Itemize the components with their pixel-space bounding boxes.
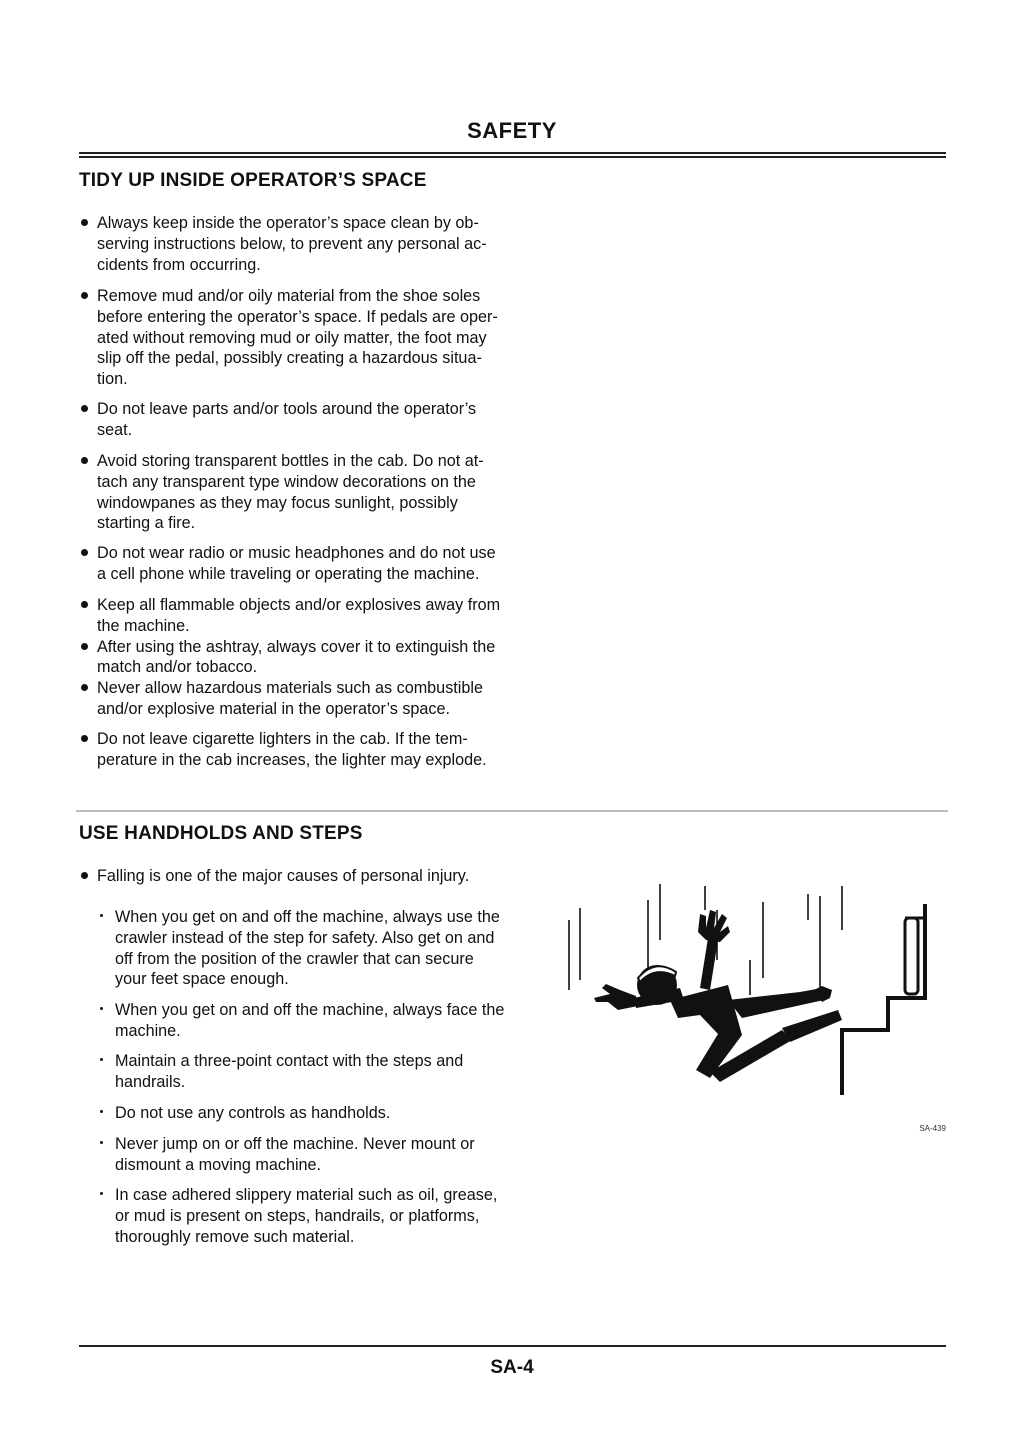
bullet-icon <box>81 872 88 879</box>
page-header-title: SAFETY <box>467 118 557 143</box>
line: handrails. <box>115 1072 186 1091</box>
bullet-icon <box>81 684 88 691</box>
bullet-icon <box>81 405 88 412</box>
handholds-sub-list <box>97 1185 537 1247</box>
sub-bullet-icon <box>100 1141 103 1144</box>
line: off from the position of the crawler that can secure <box>115 949 474 968</box>
handholds-sub-list <box>97 1134 537 1176</box>
line: your feet space enough. <box>115 970 289 989</box>
line: Do not leave cigarette lighters in the cab. If the tem- <box>97 730 468 748</box>
line: ated without removing mud or oily matter, the foot may <box>97 328 487 347</box>
line: When you get on and off the machine, always face the <box>115 1001 505 1019</box>
section-title-handholds: USE HANDHOLDS AND STEPS <box>79 823 363 844</box>
sub-bullet-icon <box>100 914 103 917</box>
page-number: SA-4 <box>490 1357 534 1378</box>
bullet-icon <box>81 219 88 226</box>
list-item <box>79 286 539 390</box>
line: windowpanes as they may focus sunlight, possibly <box>97 493 458 512</box>
sub-bullet-icon <box>100 1192 103 1195</box>
line: perature in the cab increases, the lighter may explode. <box>97 750 487 769</box>
tidy-up-bullet-list <box>79 543 539 585</box>
list-item <box>79 678 539 720</box>
line: Remove mud and/or oily material from the shoe soles <box>97 287 481 305</box>
bullet-icon <box>81 601 88 608</box>
list-item <box>79 595 539 637</box>
list-item <box>79 213 487 275</box>
figure-label: SA-439 <box>919 1124 946 1133</box>
list-item <box>79 637 539 679</box>
line: cidents from occurring. <box>97 255 261 274</box>
tidy-up-bullet-list <box>79 595 539 720</box>
tidy-up-bullet-list <box>79 399 539 441</box>
line: Keep all flammable objects and/or explosives away from <box>97 596 501 614</box>
steps-icon <box>842 904 925 1095</box>
tidy-up-bullet-list <box>79 729 539 771</box>
header-rule-top <box>79 152 946 154</box>
handholds-sub-list <box>97 1051 537 1093</box>
list-item <box>97 907 537 990</box>
bullet-icon <box>81 549 88 556</box>
line: or mud is present on steps, handrails, or platforms, <box>115 1206 480 1225</box>
list-item <box>97 1134 537 1176</box>
list-item <box>79 451 539 534</box>
line: Never allow hazardous materials such as combustible <box>97 679 483 698</box>
handholds-bullet-list <box>79 866 539 887</box>
bullet-icon <box>81 292 88 299</box>
line: crawler instead of the step for safety. Also get on and <box>115 928 495 947</box>
handholds-sub-list <box>97 907 537 990</box>
sub-bullet-icon <box>100 1110 103 1113</box>
handholds-sub-list <box>97 1103 537 1124</box>
line: before entering the operator’s space. If pedals are oper- <box>97 307 498 326</box>
line: Do not leave parts and/or tools around the operator’s <box>97 400 477 418</box>
section-divider <box>76 810 948 812</box>
line: Do not use any controls as handholds. <box>115 1104 391 1122</box>
header-rule-bottom <box>79 156 946 158</box>
line: match and/or tobacco. <box>97 658 258 677</box>
list-item <box>97 1051 537 1093</box>
tidy-up-bullet-list <box>79 451 539 534</box>
bullet-icon <box>81 643 88 650</box>
list-item <box>79 543 539 585</box>
list-item <box>79 399 539 441</box>
list-item <box>97 1185 537 1247</box>
bullet-icon <box>81 735 88 742</box>
line: slip off the pedal, possibly creating a hazardous situa- <box>97 349 482 368</box>
footer-rule <box>79 1345 946 1347</box>
line: When you get on and off the machine, always use the <box>115 908 500 926</box>
bullet-icon <box>81 457 88 464</box>
line: the machine. <box>97 616 190 635</box>
line: Never jump on or off the machine. Never mount or <box>115 1135 475 1153</box>
line: Avoid storing transparent bottles in the cab. Do not at- <box>97 452 484 470</box>
list-item <box>97 1000 537 1042</box>
sub-bullet-icon <box>100 1058 103 1061</box>
line: a cell phone while traveling or operating the machine. <box>97 564 480 583</box>
line: starting a fire. <box>97 514 196 533</box>
section-title-tidy-up: TIDY UP INSIDE OPERATOR’S SPACE <box>79 170 427 191</box>
list-item <box>79 729 539 771</box>
line: seat. <box>97 420 133 439</box>
falling-person-illustration <box>560 880 950 1105</box>
sub-bullet-icon <box>100 1007 103 1010</box>
line: In case adhered slippery material such as oil, grease, <box>115 1186 498 1204</box>
line: machine. <box>115 1021 181 1040</box>
line: Falling is one of the major causes of personal injury. <box>97 867 470 885</box>
list-item <box>97 1103 537 1124</box>
line: tach any transparent type window decorations on the <box>97 472 476 491</box>
tidy-up-bullet-list <box>79 286 539 390</box>
line: After using the ashtray, always cover it to extinguish the <box>97 637 496 656</box>
line: tion. <box>97 370 128 389</box>
person-icon <box>594 910 842 1082</box>
line: thoroughly remove such material. <box>115 1227 355 1246</box>
list-item <box>79 866 539 887</box>
line: serving instructions below, to prevent any personal ac- <box>97 234 487 253</box>
handholds-sub-list <box>97 1000 537 1042</box>
line: Maintain a three-point contact with the steps and <box>115 1052 464 1070</box>
line: and/or explosive material in the operator’s space. <box>97 699 451 718</box>
line: Do not wear radio or music headphones and do not use <box>97 544 496 562</box>
line: dismount a moving machine. <box>115 1155 322 1174</box>
line: Always keep inside the operator’s space clean by ob- <box>97 214 479 232</box>
